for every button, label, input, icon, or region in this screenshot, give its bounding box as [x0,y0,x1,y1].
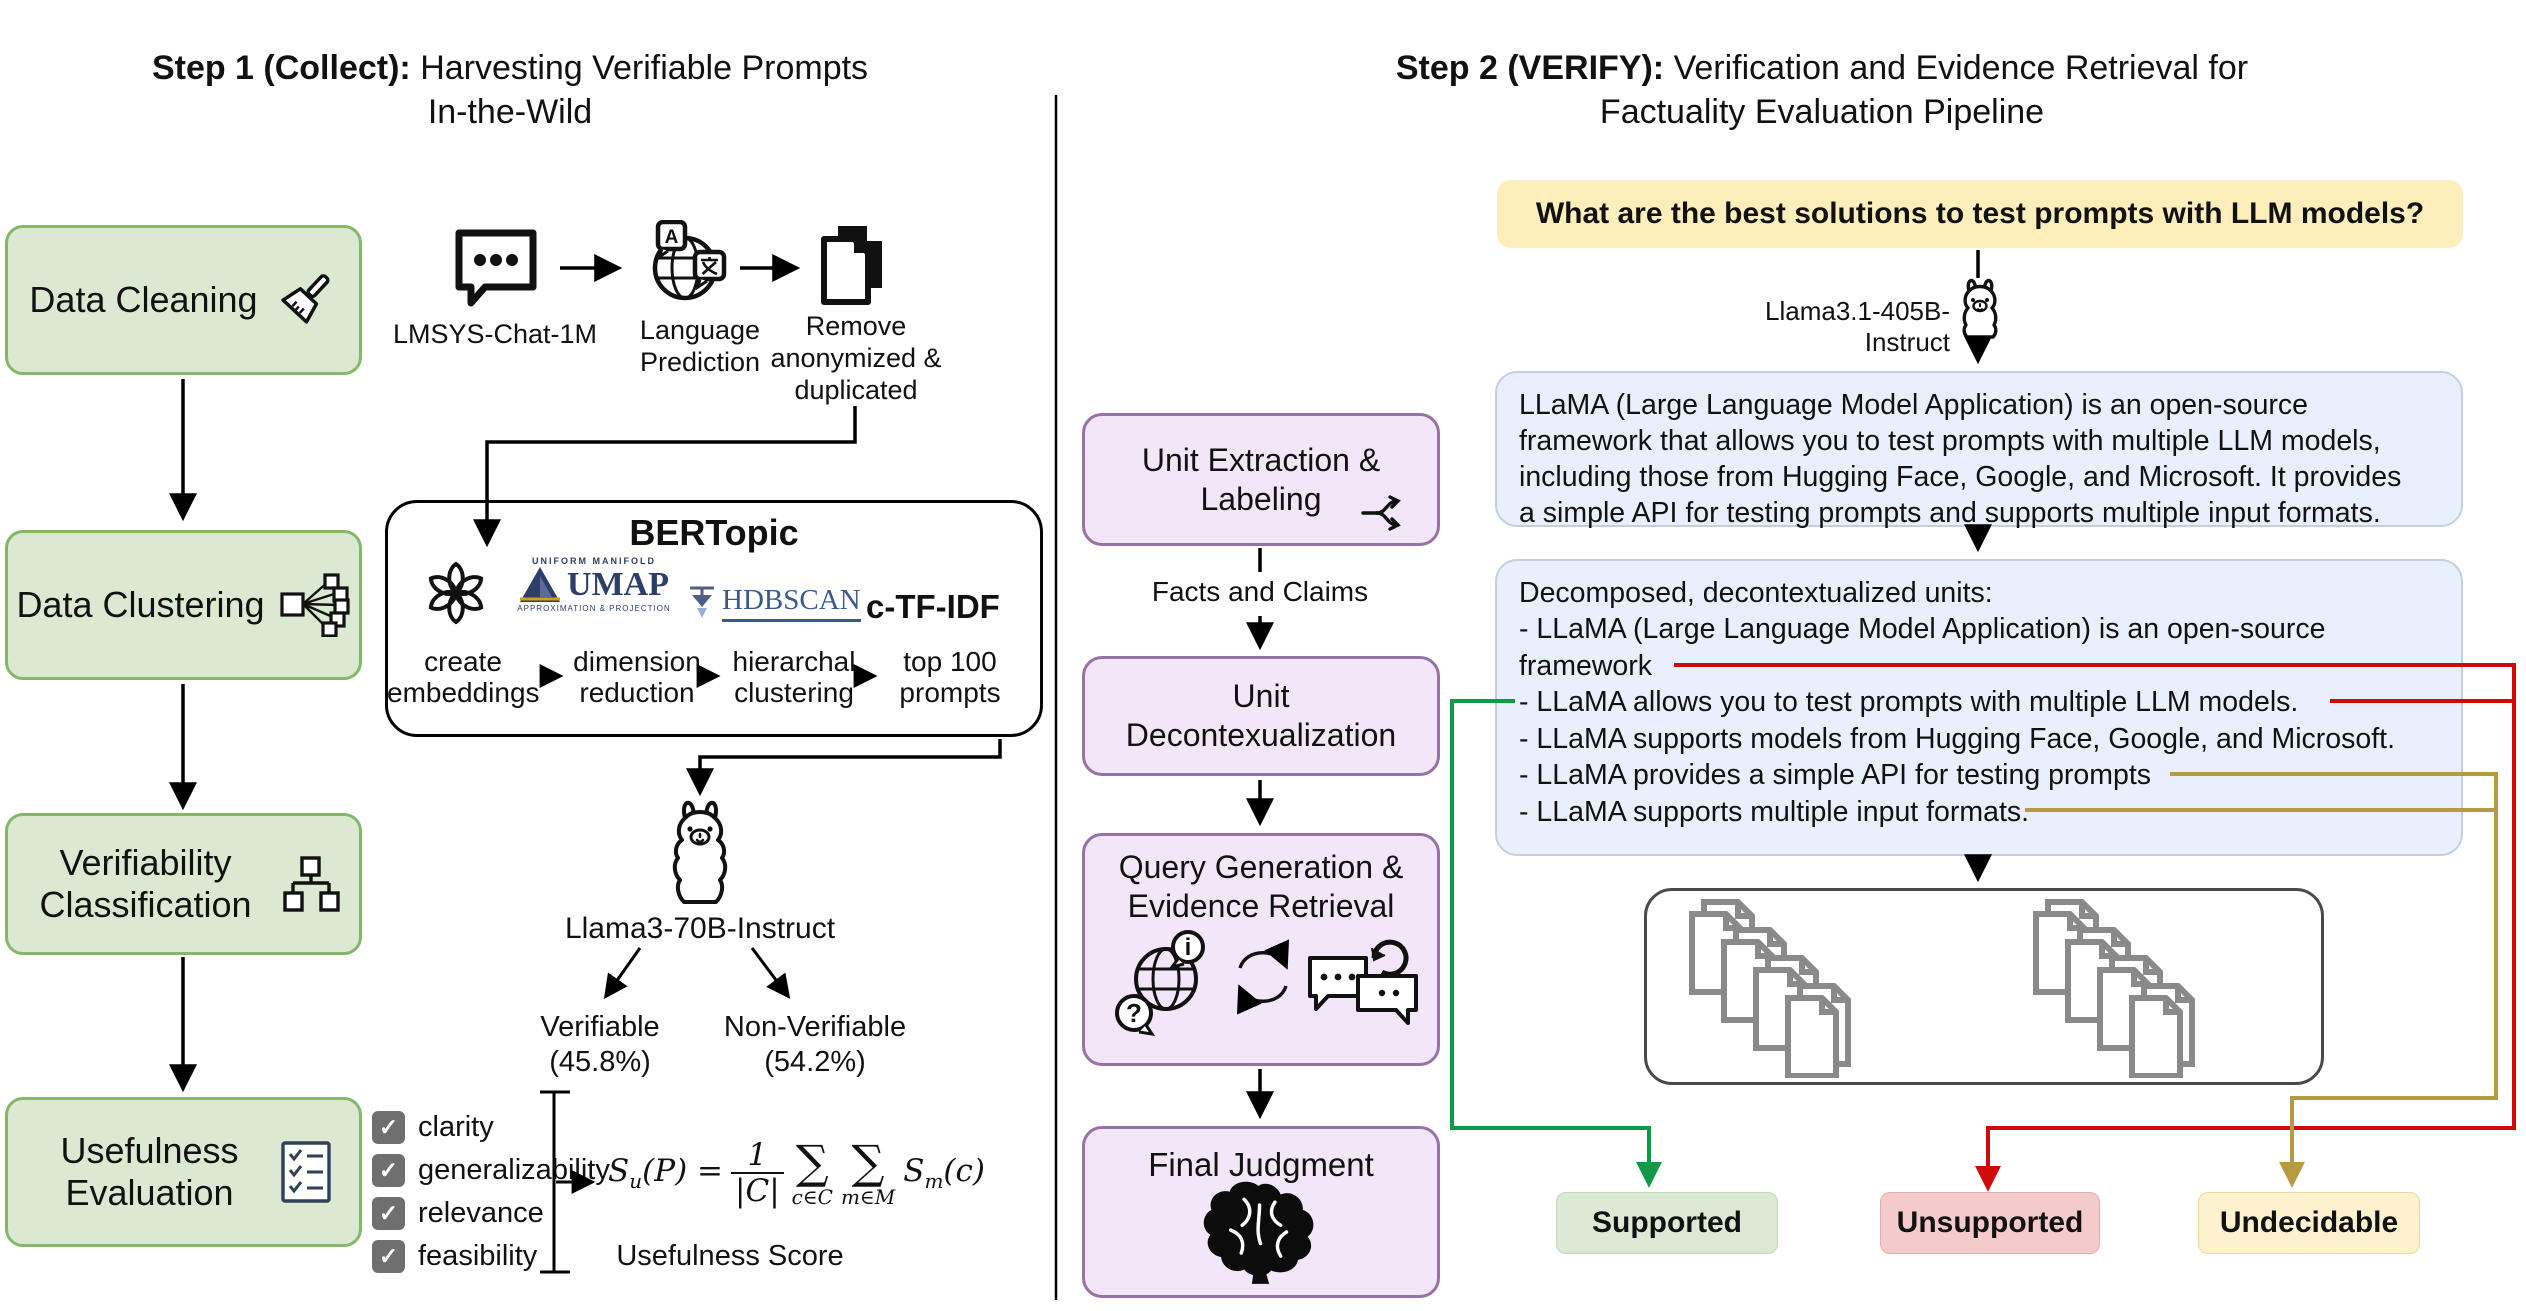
stage-label: Data Clustering [16,584,265,625]
pipeline-label: Unit Extraction & Labeling [1141,441,1381,517]
documents-icon [812,222,892,306]
stage-label: Verifiability Classification [39,842,252,925]
nonverifiable-pct: (54.2%) [764,1046,866,1078]
umap-caption-bottom: APPROXIMATION & PROJECTION [517,604,671,613]
formula-den: |C| [731,1172,784,1208]
units-header: Decomposed, decontextualized units: [1519,577,1993,609]
verdict-label: Undecidable [2219,1206,2399,1239]
units-box [1495,559,2463,856]
svg-text:i: i [1184,934,1192,961]
unit-line: - LLaMA supports models from Hugging Face, Google, and Microsoft. [1519,723,2395,755]
llama-icon [652,796,748,908]
formula-sub-m: m [924,1169,944,1194]
verdict-label: Unsupported [1896,1206,2084,1239]
pipeline-label: Final Judgment [1148,1146,1374,1183]
ctfidf-label: c-TF-IDF [866,588,1000,625]
criterion-label: relevance [418,1196,544,1229]
step1-title-bold: Step 1 (Collect): [151,49,411,87]
document-stack [1688,898,1948,1078]
formula-S2: S [903,1153,925,1189]
hdbscan-name: HDBSCAN [722,584,861,622]
stage-data-clustering [5,530,362,680]
umap-name: UMAP [567,566,669,603]
stage-verifiability-classification [5,813,362,955]
formula-sum2: m∈M [840,1185,896,1210]
verdict-unsupported [1880,1192,2100,1254]
criterion-row [372,1237,537,1275]
verdict-label: Supported [1592,1206,1742,1239]
pipeline-unit-decontexualization [1082,656,1440,776]
unit-line: - LLaMA (Large Language Model Application) is an open-source [1519,613,2326,645]
step1-title-rest: Harvesting Verifiable Prompts [410,49,869,87]
globe-search-icon [1112,925,1216,1055]
nonverifiable-text: Non-Verifiable [723,1011,907,1043]
unit-line: framework [1519,650,1653,682]
verdict-undecidable [2198,1192,2420,1254]
classifier-model-label: Llama3-70B-Instruct [564,912,836,945]
step2-title-line2: Factuality Evaluation Pipeline [1599,93,2045,131]
criterion-label: generalizability [418,1153,610,1186]
stage-label: Data Cleaning [29,279,258,320]
language-prediction-label: Language Prediction [639,315,761,377]
sigma: ∑ [851,1135,885,1190]
bertopic-step: hierarchal clustering [732,646,856,708]
chat-refresh-icon [1302,930,1427,1035]
bertopic-step: create embeddings [387,646,540,708]
bertopic-step: dimension reduction [573,646,701,708]
split-arrow-icon [1360,495,1408,531]
bertopic-step: top 100 prompts [899,646,1001,708]
facts-claims-label: Facts and Claims [1151,576,1369,607]
verifiable-pct: (45.8%) [549,1046,651,1078]
globe-translate-icon [638,220,732,310]
umap-caption-top: UNIFORM MANIFOLD [532,556,656,566]
question-box [1497,180,2463,248]
stage-label: Usefulness Evaluation [60,1130,239,1213]
checkbox-icon: ✓ [372,1111,405,1144]
pipeline-label: Query Generation & Evidence Retrieval [1118,849,1404,924]
step2-title [1372,46,2272,134]
sigma: ∑ [795,1135,829,1190]
hdbscan-icon [688,585,716,621]
checkbox-icon: ✓ [372,1154,405,1187]
umap-logo [516,556,672,613]
hierarchy-icon [280,855,342,913]
bertopic-title: BERTopic [629,512,799,553]
formula-sub-u: u [629,1169,643,1194]
broom-icon [272,267,338,333]
verifiable-label [520,1010,680,1080]
usefulness-score-label: Usefulness Score [616,1240,844,1272]
llama-icon [1952,277,2008,339]
response-box [1495,371,2463,527]
nonverifiable-label [710,1010,920,1080]
criterion-label: clarity [418,1110,494,1143]
document-stack [2032,898,2292,1078]
umap-triangle-icon [519,566,561,604]
response-line: LLaMA (Large Language Model Application) is an open-source [1519,389,2309,421]
usefulness-formula [608,1135,985,1210]
formula-num: 1 [747,1137,768,1173]
unit-line: - LLaMA supports multiple input formats. [1519,796,2030,828]
response-line: including those from Hugging Face, Google, and Microsoft. It provides [1519,461,2402,493]
cluster-icon [279,573,351,637]
stage-usefulness-evaluation [5,1097,362,1247]
response-line: a simple API for testing prompts and supports multiple input formats. [1519,497,2381,529]
formula-sum1: c∈C [791,1185,833,1210]
formula-S: S [608,1153,630,1189]
step2-title-bold: Step 2 (VERIFY): [1395,49,1665,87]
formula-args: (P) = [642,1153,724,1189]
response-line: framework that allows you to test prompts with multiple LLM models, [1519,425,2381,457]
svg-text:?: ? [1126,998,1142,1028]
step2-title-rest: Verification and Evidence Retrieval for [1664,49,2249,87]
remove-dup-label: Remove anonymized & duplicated [770,311,942,405]
question-text: What are the best solutions to test prompts with LLM models? [1535,197,2425,230]
criterion-row [372,1151,610,1189]
formula-args2: (c) [943,1153,985,1189]
criterion-label: feasibility [418,1239,538,1272]
cycle-arrows-icon [1228,938,1298,1016]
lmsys-label: LMSYS-Chat-1M [392,319,598,349]
criterion-row [372,1108,494,1146]
hdbscan-logo [688,584,861,622]
openai-logo [424,560,488,626]
criterion-row [372,1194,544,1232]
step1-title [60,46,960,134]
verdict-supported [1556,1192,1778,1254]
verifiable-text: Verifiable [540,1011,660,1043]
generator-model-label: Llama3.1-405B-Instruct [1765,296,1950,357]
svg-text:A: A [664,227,679,248]
stage-data-cleaning [5,225,362,375]
checkbox-icon: ✓ [372,1197,405,1230]
pipeline-label: Unit Decontexualization [1125,678,1397,753]
checkbox-icon: ✓ [372,1240,405,1273]
unit-line: - LLaMA provides a simple API for testing prompts [1519,759,2152,791]
chat-bubble-icon [452,226,540,310]
unit-line: - LLaMA allows you to test prompts with multiple LLM models. [1519,686,2299,718]
step1-title-line2: In-the-Wild [427,93,593,131]
brain-icon [1198,1178,1323,1286]
checklist-icon [279,1140,333,1204]
